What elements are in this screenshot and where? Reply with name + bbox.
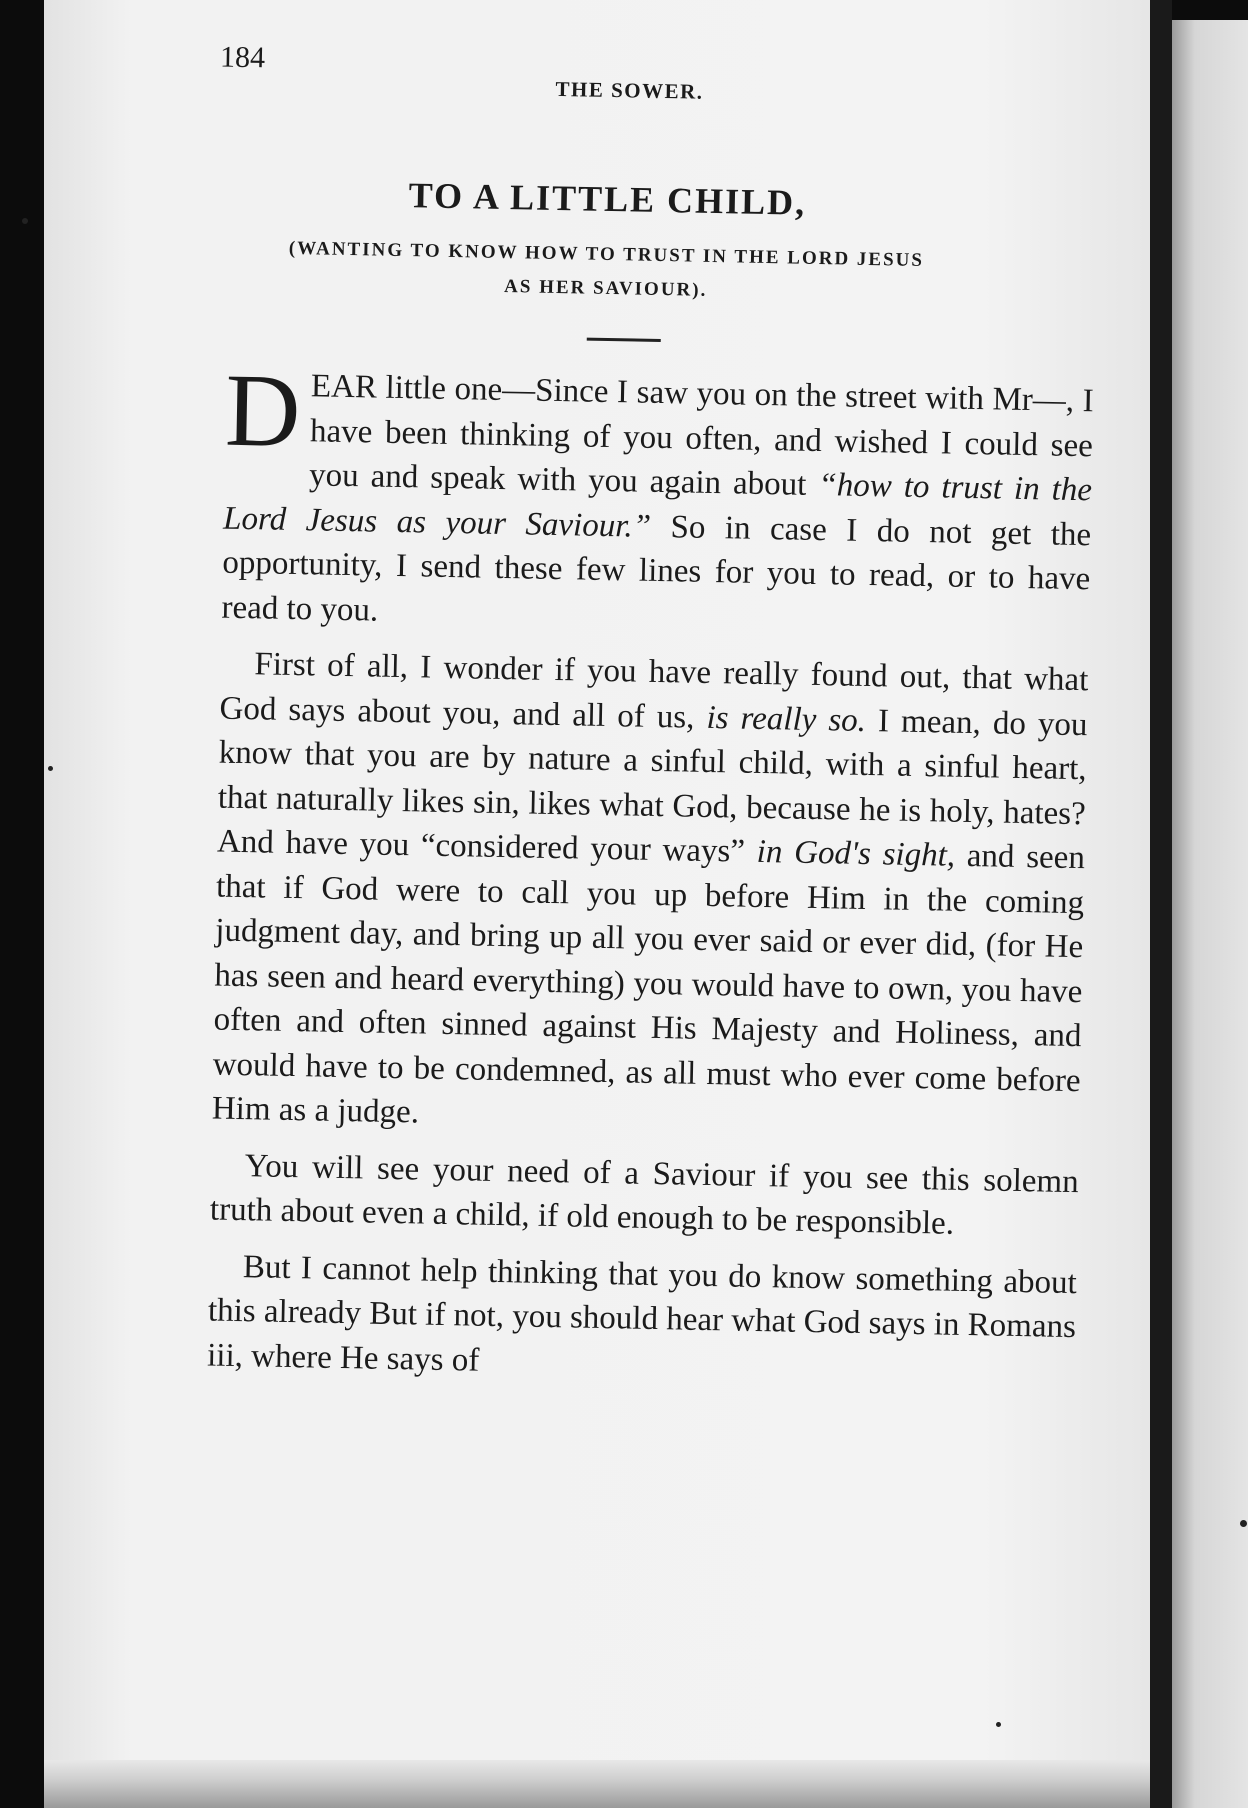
paragraph-2 — [211, 642, 1088, 1148]
paragraph-2-text-c: and seen that if God were to call you up before Him in the coming judgment day, and bring up all you ever said or ever did, (for He has seen and heard everything) you would have to own, you have often and often sinned against His Majesty and Holiness, and would have to be condemned, as all must who ever come before Him as a judge. — [211, 837, 1086, 1131]
paragraph-2-emphasis-a: is really so. — [706, 699, 867, 739]
paragraph-3: You will see your need of a Saviour if you see this solemn truth about even a child, if old enough to be responsible. — [209, 1147, 1080, 1242]
page-number: 184 — [219, 40, 266, 75]
paragraph-1-quote: “how to trust in the Lord Jesus as your Saviour.” — [222, 467, 1093, 545]
article-body — [206, 352, 1095, 1394]
paragraph-2-text-a: First of all, I wonder if you have really found out, that what God says about you, and all of us, — [219, 646, 1089, 736]
paragraph-1-text-a: little one—Since I saw you on the street with Mr—, I have been thinking of you often, and wished I could see you and speak with you again about — [308, 369, 1095, 504]
scan-speck — [1240, 1520, 1247, 1527]
paragraph-4: But I cannot help thinking that you do know something about this already But if not, you should hear what God says in Romans iii, where He says of — [206, 1248, 1078, 1379]
paragraph-2-text-b: I mean, do you know that you are by nature a sinful child, with a sinful heart, that naturally likes sin, likes what God, because he is holy, hates? And have you “considered your ways” — [216, 702, 1088, 870]
article-subtitle — [235, 231, 976, 313]
opening-caps: EAR — [310, 368, 378, 406]
adjacent-page-edge — [1172, 20, 1248, 1808]
subtitle-line-2: AS HER SAVIOUR). — [503, 275, 708, 301]
paragraph-1 — [221, 352, 1095, 647]
scan-speck — [48, 766, 53, 771]
drop-cap: D — [224, 352, 302, 470]
running-head: THE SOWER. — [555, 76, 704, 104]
page-content — [28, 0, 1168, 1770]
paragraph-1-text-b: So in case I do not get the opportunity, I send these few lines for you to read, or to have read to you. — [221, 508, 1092, 629]
subtitle-line-1: (WANTING TO KNOW HOW TO TRUST IN THE LORD JESUS — [288, 237, 925, 272]
scan-speck — [996, 1722, 1001, 1727]
title-rule — [587, 338, 661, 342]
article-title: TO A LITTLE CHILD, — [408, 175, 807, 223]
paragraph-2-emphasis-b: in God's sight, — [756, 833, 956, 874]
scan-speck — [22, 218, 28, 224]
